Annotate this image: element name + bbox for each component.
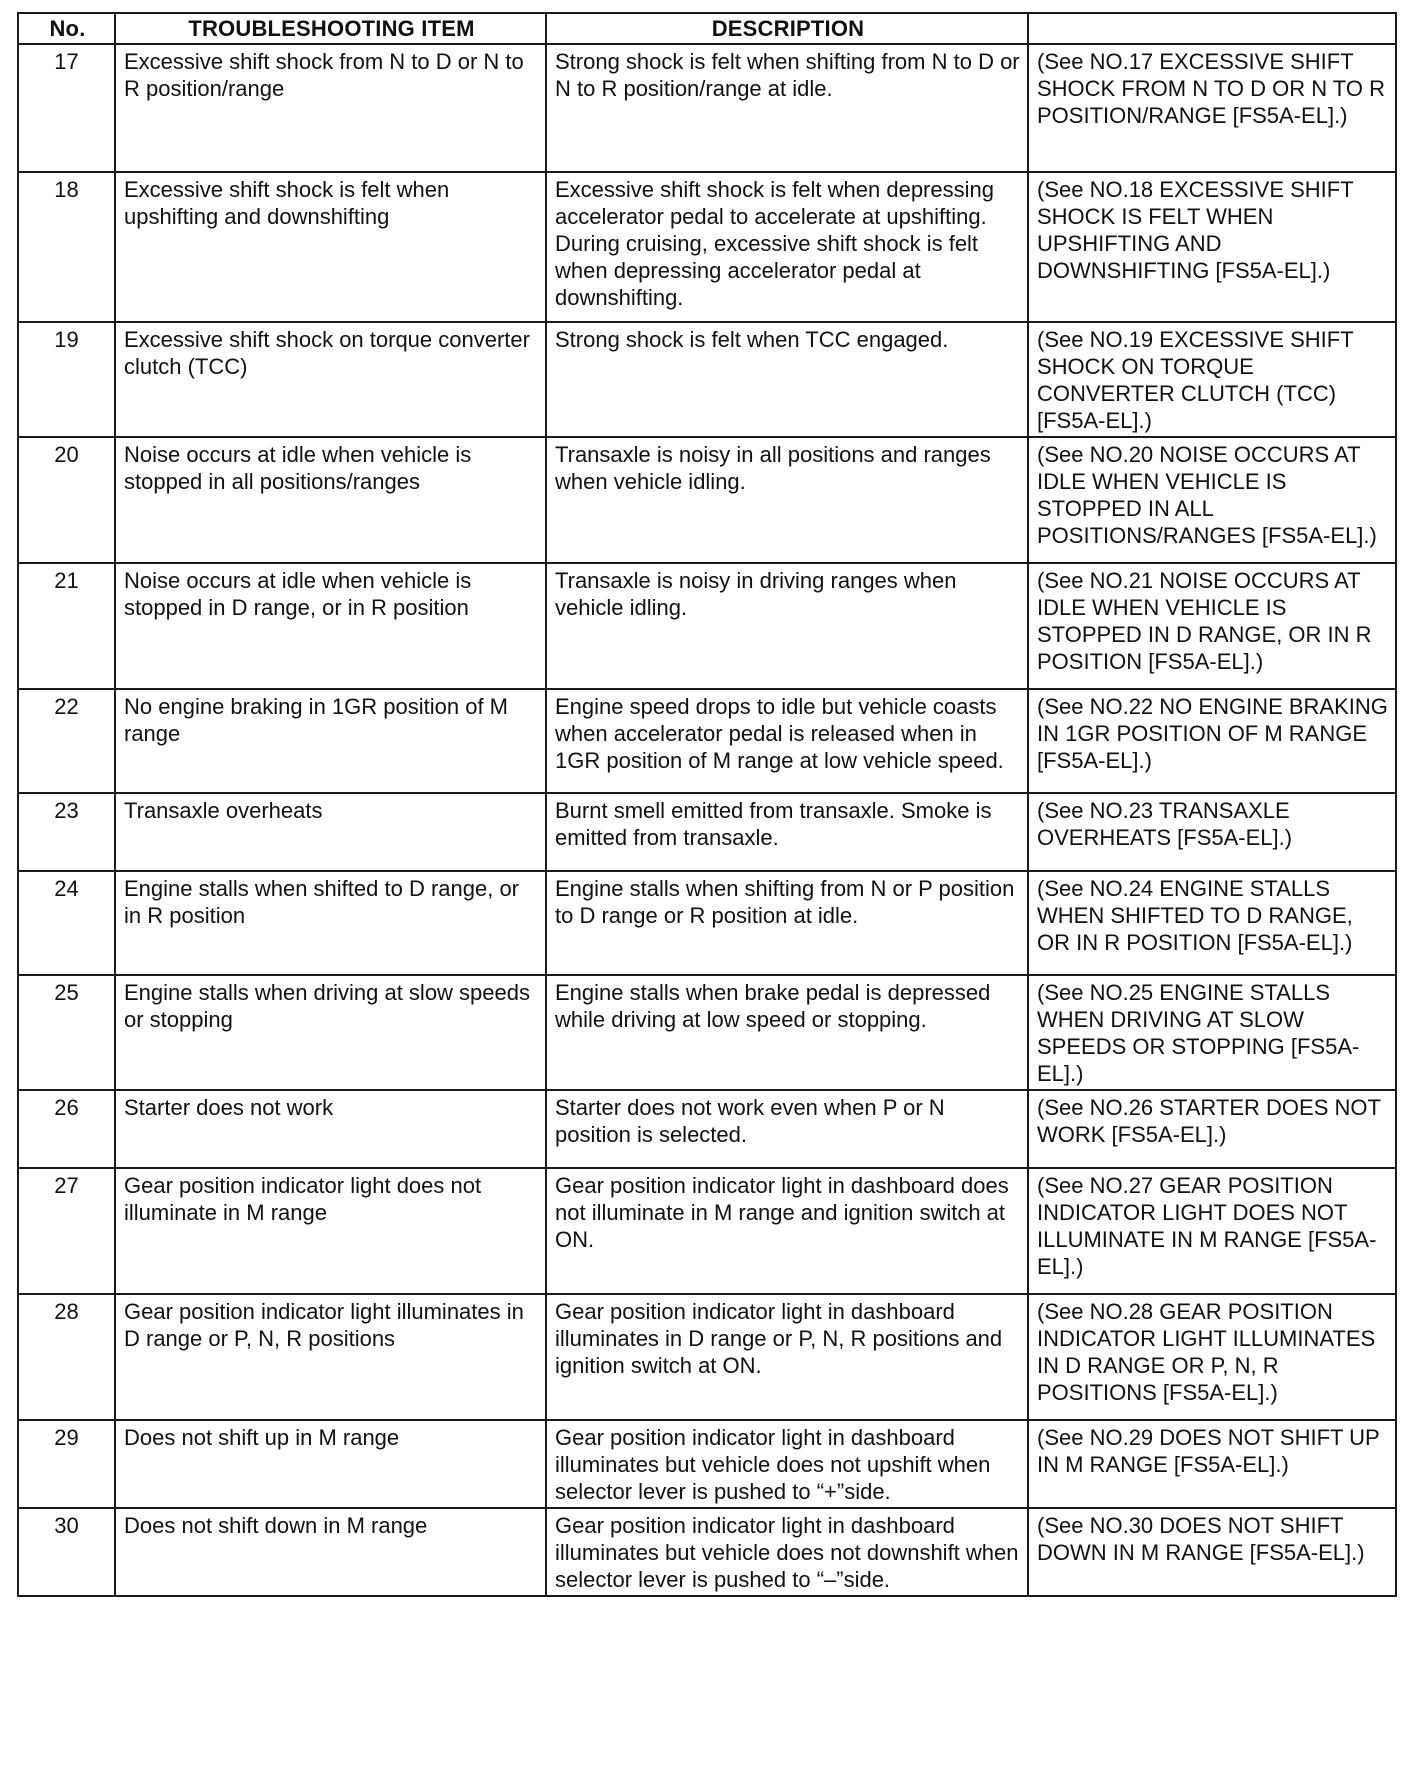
reference-cell: (See NO.23 TRANSAXLE OVERHEATS [FS5A-EL].) [1028,793,1396,871]
description-cell: Burnt smell emitted from transaxle. Smoke is emitted from transaxle. [546,793,1028,871]
table-row [18,437,1396,563]
troubleshooting-item: Noise occurs at idle when vehicle is stopped in D range, or in R position [115,563,546,689]
description-cell: Transaxle is noisy in all positions and ranges when vehicle idling. [546,437,1028,563]
table-row [18,689,1396,793]
row-number: 27 [18,1168,115,1294]
row-number: 21 [18,563,115,689]
table-row [18,1090,1396,1168]
header-reference [1028,13,1396,44]
row-number: 25 [18,975,115,1090]
troubleshooting-item: Engine stalls when driving at slow speeds or stopping [115,975,546,1090]
table-row [18,1294,1396,1420]
table-row [18,322,1396,437]
troubleshooting-item: Starter does not work [115,1090,546,1168]
description-cell: Engine speed drops to idle but vehicle coasts when accelerator pedal is released when in 1GR position of M range at low vehicle speed. [546,689,1028,793]
description-cell: Engine stalls when shifting from N or P position to D range or R position at idle. [546,871,1028,975]
reference-cell: (See NO.30 DOES NOT SHIFT DOWN IN M RANGE [FS5A-EL].) [1028,1508,1396,1596]
reference-cell: (See NO.18 EXCESSIVE SHIFT SHOCK IS FELT WHEN UPSHIFTING AND DOWNSHIFTING [FS5A-EL].) [1028,172,1396,322]
table-row [18,44,1396,172]
row-number: 17 [18,44,115,172]
row-number: 24 [18,871,115,975]
troubleshooting-item: Gear position indicator light does not illuminate in M range [115,1168,546,1294]
reference-cell: (See NO.24 ENGINE STALLS WHEN SHIFTED TO D RANGE, OR IN R POSITION [FS5A-EL].) [1028,871,1396,975]
description-cell: Starter does not work even when P or N position is selected. [546,1090,1028,1168]
row-number: 19 [18,322,115,437]
troubleshooting-item: Does not shift down in M range [115,1508,546,1596]
troubleshooting-item: No engine braking in 1GR position of M range [115,689,546,793]
row-number: 18 [18,172,115,322]
row-number: 22 [18,689,115,793]
description-cell: Transaxle is noisy in driving ranges when vehicle idling. [546,563,1028,689]
troubleshooting-item: Excessive shift shock from N to D or N to R position/range [115,44,546,172]
description-cell: Gear position indicator light in dashboard illuminates but vehicle does not downshift when selector lever is pushed to “–”side. [546,1508,1028,1596]
troubleshooting-table [17,12,1397,1597]
description-cell: Strong shock is felt when shifting from N to D or N to R position/range at idle. [546,44,1028,172]
row-number: 28 [18,1294,115,1420]
reference-cell: (See NO.29 DOES NOT SHIFT UP IN M RANGE [FS5A-EL].) [1028,1420,1396,1508]
header-description: DESCRIPTION [546,13,1028,44]
table-row [18,563,1396,689]
row-number: 26 [18,1090,115,1168]
description-cell: Gear position indicator light in dashboard illuminates but vehicle does not upshift when selector lever is pushed to “+”side. [546,1420,1028,1508]
troubleshooting-item: Gear position indicator light illuminates in D range or P, N, R positions [115,1294,546,1420]
description-cell: Strong shock is felt when TCC engaged. [546,322,1028,437]
reference-cell: (See NO.19 EXCESSIVE SHIFT SHOCK ON TORQUE CONVERTER CLUTCH (TCC) [FS5A-EL].) [1028,322,1396,437]
table-row [18,1420,1396,1508]
header-row [18,13,1396,44]
description-cell: Excessive shift shock is felt when depressing accelerator pedal to accelerate at upshifting. During cruising, excessive shift shock is felt when depressing accelerator pedal at downshifting. [546,172,1028,322]
table-row [18,172,1396,322]
header-no: No. [18,13,115,44]
description-cell: Engine stalls when brake pedal is depressed while driving at low speed or stopping. [546,975,1028,1090]
table-row [18,1508,1396,1596]
table-row [18,1168,1396,1294]
troubleshooting-item: Does not shift up in M range [115,1420,546,1508]
troubleshooting-item: Transaxle overheats [115,793,546,871]
description-cell: Gear position indicator light in dashboard illuminates in D range or P, N, R positions and ignition switch at ON. [546,1294,1028,1420]
description-cell: Gear position indicator light in dashboard does not illuminate in M range and ignition switch at ON. [546,1168,1028,1294]
row-number: 29 [18,1420,115,1508]
table-row [18,871,1396,975]
table-row [18,975,1396,1090]
reference-cell: (See NO.20 NOISE OCCURS AT IDLE WHEN VEHICLE IS STOPPED IN ALL POSITIONS/RANGES [FS5A-EL].) [1028,437,1396,563]
reference-cell: (See NO.17 EXCESSIVE SHIFT SHOCK FROM N TO D OR N TO R POSITION/RANGE [FS5A-EL].) [1028,44,1396,172]
header-troubleshooting-item: TROUBLESHOOTING ITEM [115,13,546,44]
reference-cell: (See NO.28 GEAR POSITION INDICATOR LIGHT ILLUMINATES IN D RANGE OR P, N, R POSITIONS [FS5A-EL].) [1028,1294,1396,1420]
row-number: 30 [18,1508,115,1596]
reference-cell: (See NO.22 NO ENGINE BRAKING IN 1GR POSITION OF M RANGE [FS5A-EL].) [1028,689,1396,793]
troubleshooting-document [17,12,1397,1597]
table-row [18,793,1396,871]
reference-cell: (See NO.26 STARTER DOES NOT WORK [FS5A-EL].) [1028,1090,1396,1168]
reference-cell: (See NO.27 GEAR POSITION INDICATOR LIGHT DOES NOT ILLUMINATE IN M RANGE [FS5A-EL].) [1028,1168,1396,1294]
row-number: 20 [18,437,115,563]
reference-cell: (See NO.25 ENGINE STALLS WHEN DRIVING AT SLOW SPEEDS OR STOPPING [FS5A-EL].) [1028,975,1396,1090]
troubleshooting-item: Engine stalls when shifted to D range, or in R position [115,871,546,975]
troubleshooting-item: Excessive shift shock is felt when upshifting and downshifting [115,172,546,322]
reference-cell: (See NO.21 NOISE OCCURS AT IDLE WHEN VEHICLE IS STOPPED IN D RANGE, OR IN R POSITION [FS5A-EL].) [1028,563,1396,689]
troubleshooting-item: Excessive shift shock on torque converter clutch (TCC) [115,322,546,437]
troubleshooting-item: Noise occurs at idle when vehicle is stopped in all positions/ranges [115,437,546,563]
row-number: 23 [18,793,115,871]
